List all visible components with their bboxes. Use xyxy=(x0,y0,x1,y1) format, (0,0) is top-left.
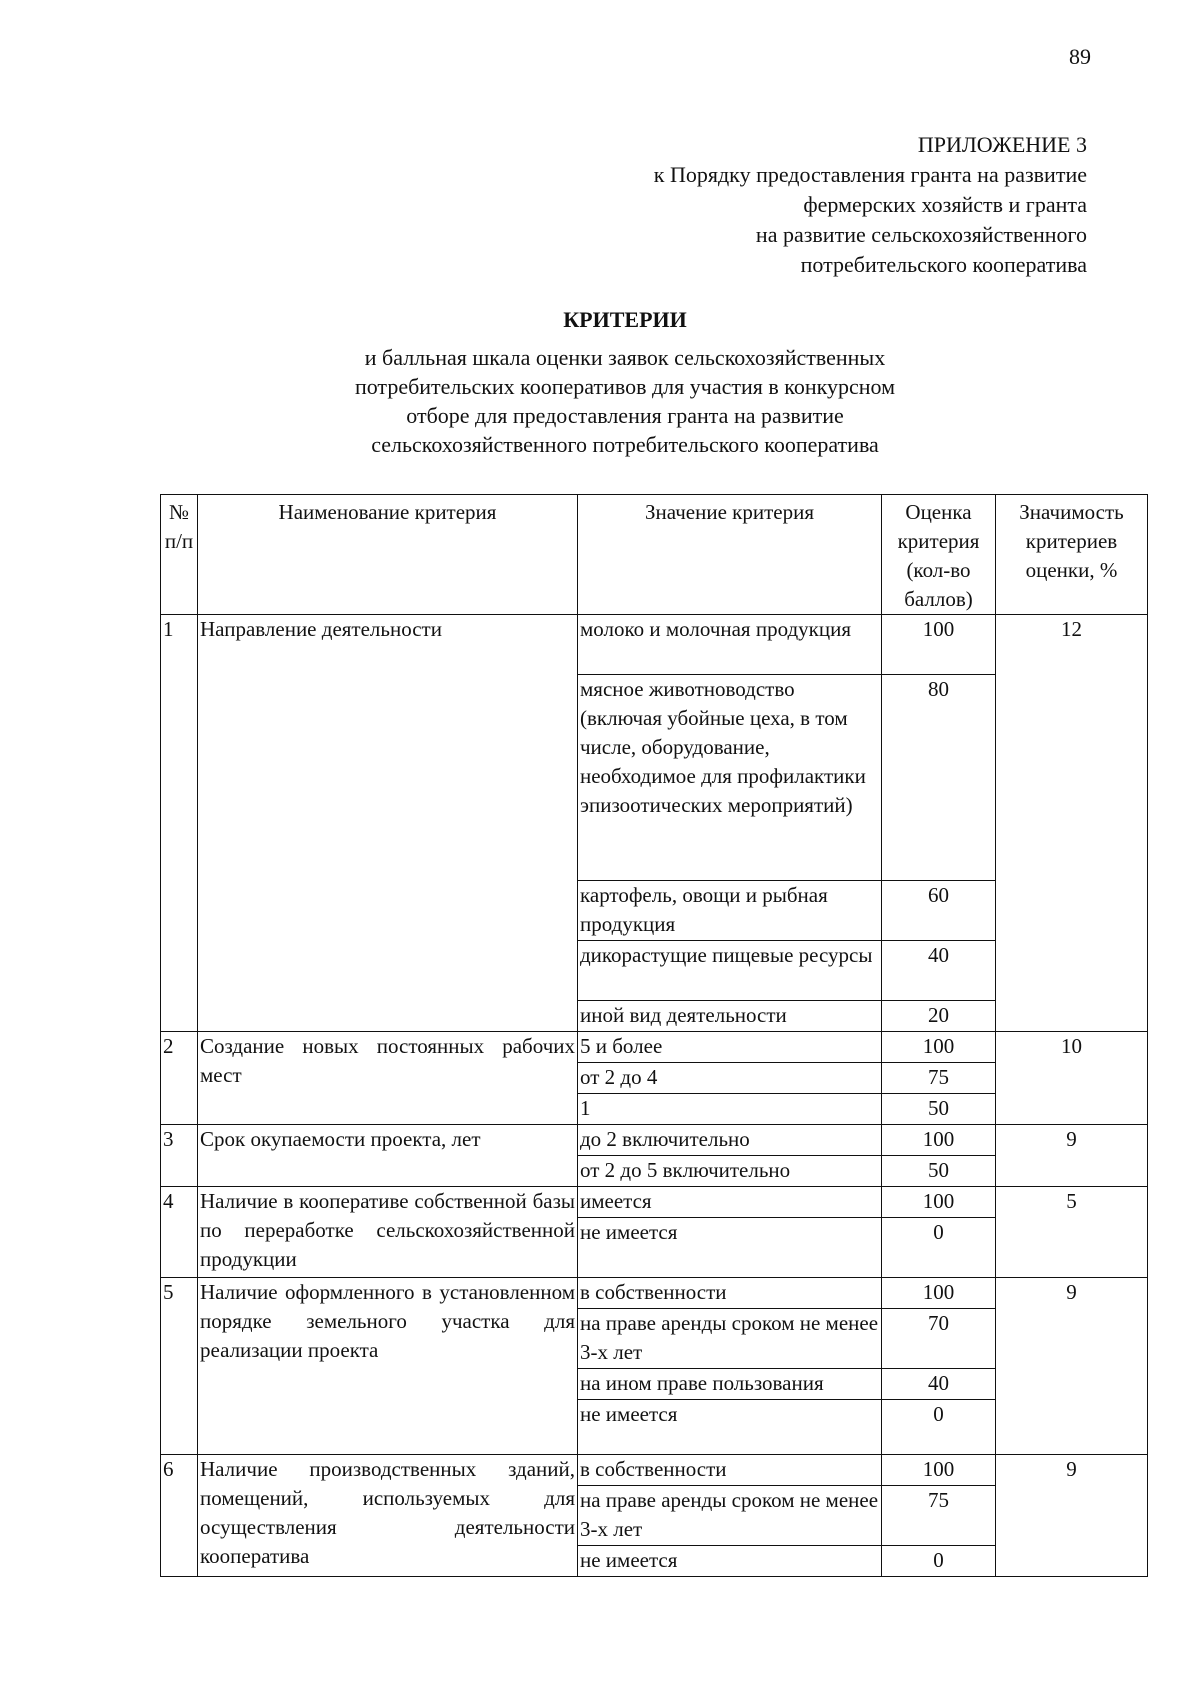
document-subtitle xyxy=(0,343,1200,459)
criterion-score: 100 xyxy=(882,1032,996,1063)
appendix-line: ПРИЛОЖЕНИЕ 3 xyxy=(917,132,1087,157)
criterion-name: Наличие в кооперативе собственной базы по переработке сельскохозяйственной продукции xyxy=(198,1187,578,1278)
criterion-name: Наличие оформленного в установленном порядке земельного участка для реализации проекта xyxy=(198,1278,578,1455)
criterion-num: 6 xyxy=(161,1455,198,1577)
criterion-num: 2 xyxy=(161,1032,198,1125)
criterion-value: на праве аренды сроком не менее 3-х лет xyxy=(578,1309,882,1369)
criterion-score: 0 xyxy=(882,1546,996,1577)
criterion-weight: 9 xyxy=(996,1455,1148,1577)
table-row xyxy=(161,1032,1148,1063)
criterion-name: Наличие производственных зданий, помещений, используемых для осуществления деятельности кооператива xyxy=(198,1455,578,1577)
table-header-row xyxy=(161,495,1148,615)
appendix-header xyxy=(527,130,1087,280)
criterion-value: мясное животноводство (включая убойные цеха, в том числе, оборудование, необходимое для профилактики эпизоотических мероприятий) xyxy=(578,675,882,881)
criterion-num: 1 xyxy=(161,615,198,1032)
criterion-value: от 2 до 5 включительно xyxy=(578,1156,882,1187)
criterion-weight: 12 xyxy=(996,615,1148,1032)
header-name: Наименование критерия xyxy=(198,495,578,615)
table-row xyxy=(161,1278,1148,1309)
criterion-weight: 10 xyxy=(996,1032,1148,1125)
criterion-score: 20 xyxy=(882,1001,996,1032)
criterion-value: в собственности xyxy=(578,1278,882,1309)
header-weight: Значимость критериев оценки, % xyxy=(996,495,1148,615)
criterion-value: на праве аренды сроком не менее 3-х лет xyxy=(578,1486,882,1546)
header-num: № п/п xyxy=(161,495,198,615)
subtitle-line: отборе для предоставления гранта на развитие xyxy=(406,403,844,428)
criterion-weight: 5 xyxy=(996,1187,1148,1278)
criterion-value: в собственности xyxy=(578,1455,882,1486)
subtitle-line: и балльная шкала оценки заявок сельскохозяйственных xyxy=(364,345,886,370)
criterion-num: 3 xyxy=(161,1125,198,1187)
subtitle-line: сельскохозяйственного потребительского кооператива xyxy=(371,432,879,457)
criterion-score: 100 xyxy=(882,615,996,675)
criterion-score: 100 xyxy=(882,1455,996,1486)
criterion-score: 50 xyxy=(882,1156,996,1187)
page-number: 89 xyxy=(1069,44,1091,69)
criterion-score: 0 xyxy=(882,1218,996,1278)
criterion-weight: 9 xyxy=(996,1125,1148,1187)
criterion-name: Создание новых постоянных рабочих мест xyxy=(198,1032,578,1125)
criterion-value: молоко и молочная продукция xyxy=(578,615,882,675)
criterion-value: имеется xyxy=(578,1187,882,1218)
criterion-score: 70 xyxy=(882,1309,996,1369)
criterion-score: 40 xyxy=(882,1369,996,1400)
criterion-value: 1 xyxy=(578,1094,882,1125)
criterion-score: 80 xyxy=(882,675,996,881)
criterion-value: на ином праве пользования xyxy=(578,1369,882,1400)
header-score: Оценка критерия (кол-во баллов) xyxy=(882,495,996,615)
criterion-score: 100 xyxy=(882,1278,996,1309)
criterion-num: 4 xyxy=(161,1187,198,1278)
criterion-value: от 2 до 4 xyxy=(578,1063,882,1094)
criterion-value: не имеется xyxy=(578,1218,882,1278)
criterion-score: 100 xyxy=(882,1125,996,1156)
appendix-line: фермерских хозяйств и гранта xyxy=(803,192,1087,217)
appendix-line: к Порядку предоставления гранта на развитие xyxy=(653,162,1087,187)
criterion-num: 5 xyxy=(161,1278,198,1455)
criterion-value: иной вид деятельности xyxy=(578,1001,882,1032)
criterion-score: 75 xyxy=(882,1486,996,1546)
criterion-name: Направление деятельности xyxy=(198,615,578,1032)
criterion-score: 100 xyxy=(882,1187,996,1218)
criterion-score: 0 xyxy=(882,1400,996,1455)
table-row xyxy=(161,1455,1148,1486)
table-row xyxy=(161,615,1148,675)
criterion-value: не имеется xyxy=(578,1546,882,1577)
criteria-table xyxy=(160,494,1148,1577)
subtitle-line: потребительских кооперативов для участия в конкурсном xyxy=(354,374,896,399)
criterion-score: 60 xyxy=(882,881,996,941)
criterion-value: картофель, овощи и рыбная продукция xyxy=(578,881,882,941)
criterion-score: 40 xyxy=(882,941,996,1001)
header-value: Значение критерия xyxy=(578,495,882,615)
criterion-weight: 9 xyxy=(996,1278,1148,1455)
criterion-score: 75 xyxy=(882,1063,996,1094)
criterion-score: 50 xyxy=(882,1094,996,1125)
table-row xyxy=(161,1187,1148,1218)
appendix-line: потребительского кооператива xyxy=(800,252,1087,277)
appendix-line: на развитие сельскохозяйственного xyxy=(755,222,1087,247)
document-title: КРИТЕРИИ xyxy=(563,307,687,332)
criterion-name: Срок окупаемости проекта, лет xyxy=(198,1125,578,1187)
criterion-value: не имеется xyxy=(578,1400,882,1455)
table-row xyxy=(161,1125,1148,1156)
criterion-value: дикорастущие пищевые ресурсы xyxy=(578,941,882,1001)
criterion-value: 5 и более xyxy=(578,1032,882,1063)
criterion-value: до 2 включительно xyxy=(578,1125,882,1156)
